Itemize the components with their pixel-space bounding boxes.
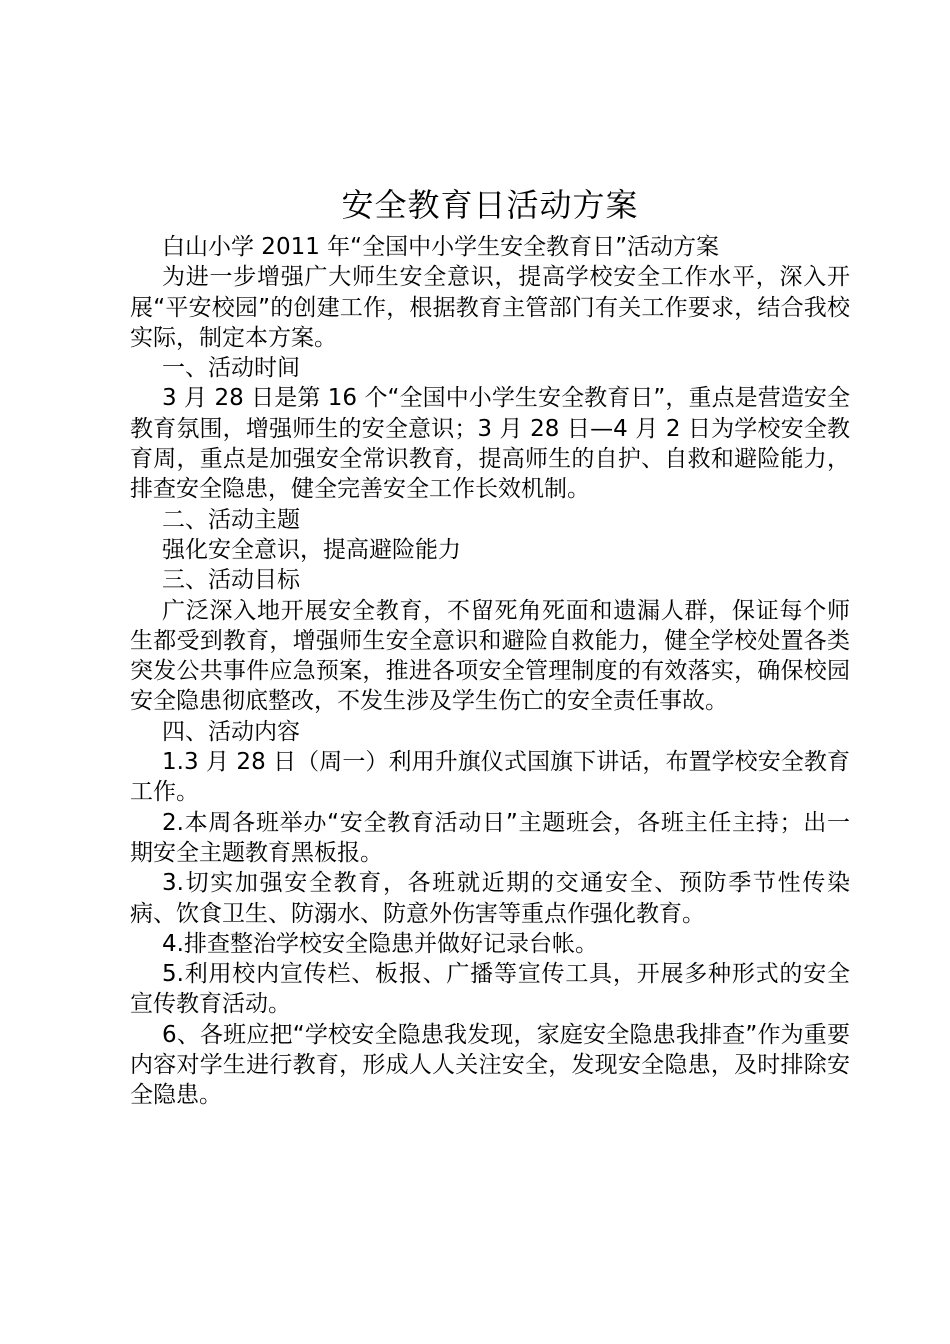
section-heading-time: 一、活动时间 (162, 355, 300, 382)
content-item-6: 6、各班应把“学校安全隐患我发现，家庭安全隐患我排查”作为重要内容对学生进行教育，形成人人关注安全，发现安全隐患，及时排除安全隐患。 (130, 1021, 850, 1109)
theme-paragraph: 强化安全意识，提高避险能力 (162, 536, 461, 563)
subtitle-paragraph: 白山小学 2011 年“全国中小学生安全教育日”活动方案 (162, 234, 719, 260)
section-heading-goal: 三、活动目标 (162, 567, 300, 594)
content-item-4: 4.排查整治学校安全隐患并做好记录台帐。 (162, 930, 598, 957)
document-title: 安全教育日活动方案 (341, 186, 639, 224)
content-item-1: 1.3 月 28 日（周一）利用升旗仪式国旗下讲话，布置学校安全教育工作。 (130, 749, 850, 806)
content-item-3: 3.切实加强安全教育，各班就近期的交通安全、预防季节性传染病、饮食卫生、防溺水、防意外伤害等重点作强化教育。 (130, 870, 850, 927)
section-heading-theme: 二、活动主题 (162, 506, 300, 533)
intro-paragraph: 为进一步增强广大师生安全意识，提高学校安全工作水平，深入开展“平安校园”的创建工作，根据教育主管部门有关工作要求，结合我校实际，制定本方案。 (130, 264, 850, 351)
content-item-5: 5.利用校内宣传栏、板报、广播等宣传工具，开展多种形式的安全宣传教育活动。 (130, 961, 850, 1018)
time-paragraph: 3 月 28 日是第 16 个“全国中小学生安全教育日”，重点是营造安全教育氛围，增强师生的安全意识；3 月 28 日—4 月 2 日为学校安全教育周，重点是加强安全常识教育，提高师生的自护、自救和避险能力，排查安全隐患，健全完善安全工作长效机制。 (130, 385, 850, 503)
goal-paragraph: 广泛深入地开展安全教育，不留死角死面和遗漏人群，保证每个师生都受到教育，增强师生安全意识和避险自救能力，健全学校处置各类突发公共事件应急预案，推进各项安全管理制度的有效落实，确保校园安全隐患彻底整改，不发生涉及学生伤亡的安全责任事故。 (130, 597, 850, 715)
document-page (130, 178, 850, 1111)
section-heading-content: 四、活动内容 (162, 718, 300, 745)
content-item-2: 2.本周各班举办“安全教育活动日”主题班会，各班主任主持；出一期安全主题教育黑板报。 (130, 809, 850, 866)
